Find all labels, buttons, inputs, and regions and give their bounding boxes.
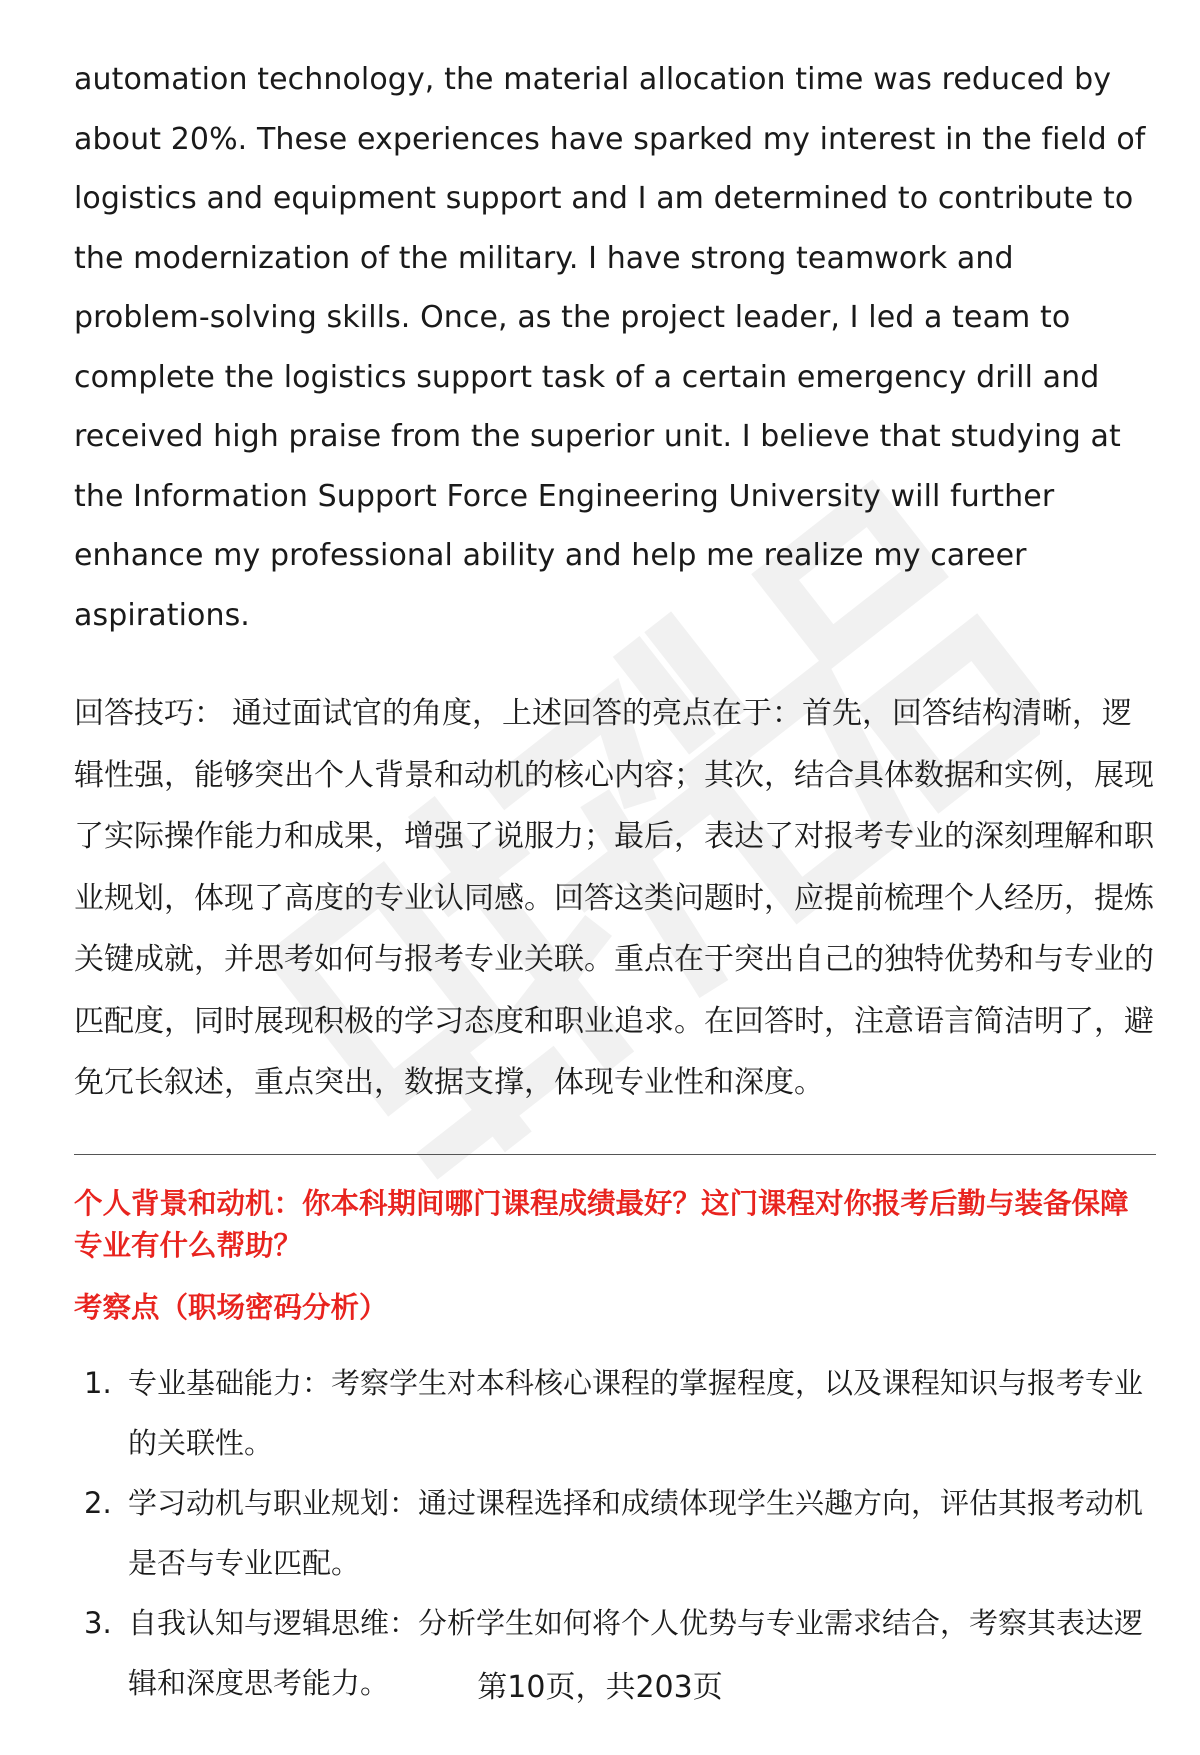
list-item-number: 3. — [84, 1605, 112, 1640]
answer-tips-paragraph — [74, 683, 1156, 1114]
question-heading: 个人背景和动机：你本科期间哪门课程成绩最好？这门课程对你报考后勤与装备保障专业有什么帮助？ — [74, 1186, 1129, 1262]
list-item-text: 专业基础能力：考察学生对本科核心课程的掌握程度，以及课程知识与报考专业的关联性。 — [128, 1365, 1144, 1460]
assessment-points-list — [74, 1353, 1156, 1713]
list-item — [74, 1353, 1156, 1473]
list-item-text: 学习动机与职业规划：通过课程选择和成绩体现学生兴趣方向，评估其报考动机是否与专业匹配。 — [128, 1485, 1144, 1580]
answer-continuation-paragraph: automation technology, the material allocation time was reduced by about 20%. These experiences have sparked my interest in the field of logistics and equipment support and I am determined to contribute to the modernization of the military. I have strong teamwork and problem-solving skills. Once, as the project leader, I led a team to complete the logistics support task of a certain emergency drill and received high praise from the superior unit. I believe that studying at the Information Support Force Engineering University will further enhance my professional ability and help me realize my career aspirations. — [74, 62, 1146, 633]
list-item-text: 自我认知与逻辑思维：分析学生如何将个人优势与专业需求结合，考察其表达逻辑和深度思考能力。 — [128, 1605, 1144, 1700]
list-item-number: 1. — [84, 1365, 112, 1400]
list-item — [74, 1473, 1156, 1593]
page-content — [74, 50, 1156, 1713]
tips-label: 回答技巧： — [74, 696, 224, 731]
page-number-footer: 第10页，共203页 — [477, 1670, 723, 1705]
list-item-number: 2. — [84, 1485, 112, 1520]
tips-text: 通过面试官的角度，上述回答的亮点在于：首先，回答结构清晰，逻辑性强，能够突出个人背景和动机的核心内容；其次，结合具体数据和实例，展现了实际操作能力和成果，增强了说服力；最后，表达了对报考专业的深刻理解和职业规划，体现了高度的专业认同感。回答这类问题时，应提前梳理个人经历，提炼关键成就，并思考如何与报考专业关联。重点在于突出自己的独特优势和与专业的匹配度，同时展现积极的学习态度和职业追求。在回答时，注意语言简洁明了，避免冗长叙述，重点突出，数据支撑，体现专业性和深度。 — [74, 696, 1154, 1100]
section-divider — [74, 1154, 1156, 1155]
assessment-points-heading: 考察点（职场密码分析） — [74, 1290, 388, 1324]
